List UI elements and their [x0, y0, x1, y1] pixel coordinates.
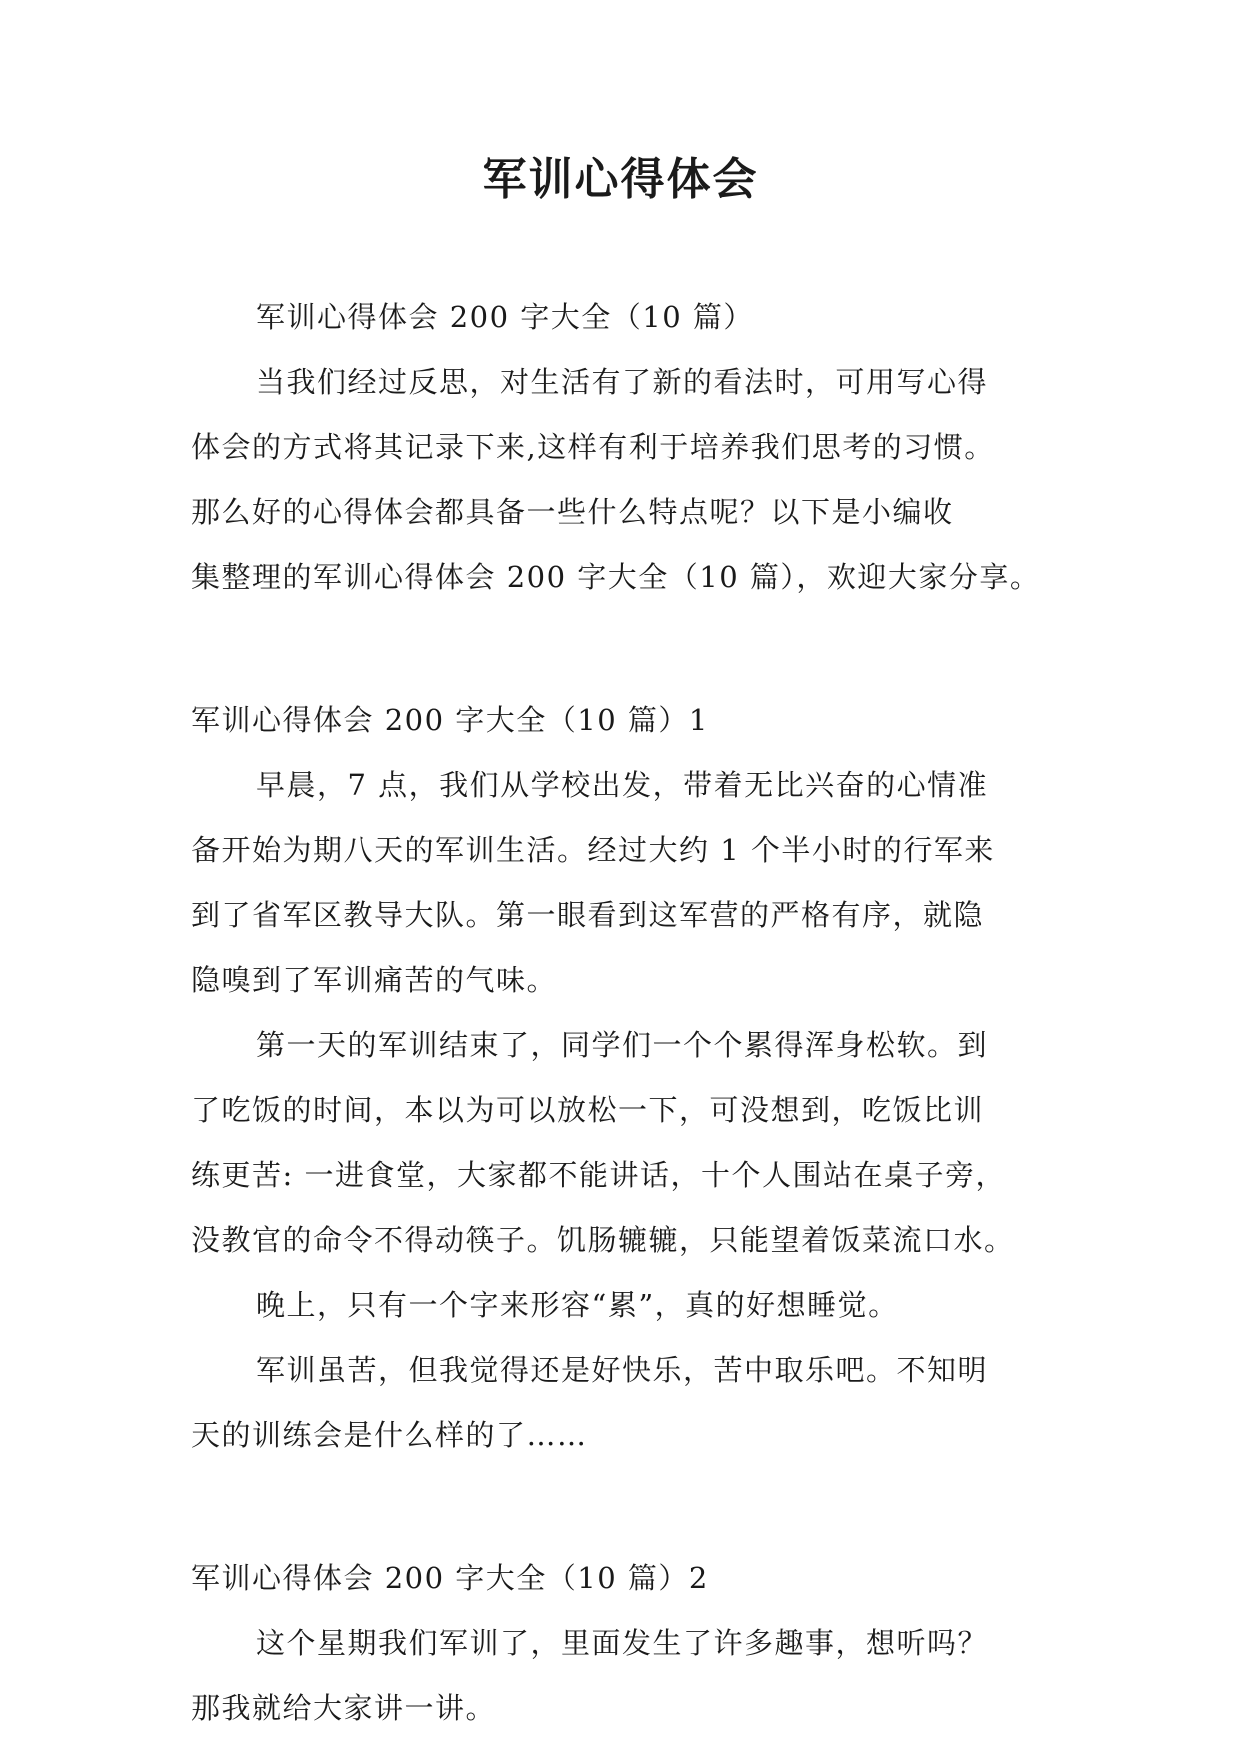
paragraph-line: 练更苦: 一进食堂，大家都不能讲话，十个人围站在桌子旁，	[191, 1158, 1006, 1192]
document-title: 军训心得体会	[482, 154, 759, 205]
paragraph-line: 那我就给大家讲一讲。	[191, 1691, 497, 1725]
paragraph-line: 那么好的心得体会都具备一些什么特点呢？以下是小编收	[191, 495, 954, 529]
section-spacer	[191, 610, 1071, 688]
paragraph-line: 早晨，7 点，我们从学校出发，带着无比兴奋的心情准	[256, 768, 989, 802]
paragraph-line: 第一天的军训结束了，同学们一个个累得浑身松软。到	[256, 1028, 989, 1062]
paragraph-line: 备开始为期八天的军训生活。经过大约 1 个半小时的行军来	[191, 833, 995, 867]
section-spacer	[191, 1468, 1071, 1546]
paragraph-line: 当我们经过反思，对生活有了新的看法时，可用写心得	[256, 365, 989, 399]
section1-paragraph-4	[191, 1338, 1071, 1468]
paragraph-line: 这个星期我们军训了，里面发生了许多趣事，想听吗？	[256, 1626, 989, 1660]
document-body	[191, 285, 1071, 1741]
section-heading: 军训心得体会 200 字大全（10 篇）1	[191, 703, 709, 737]
paragraph-line: 没教官的命令不得动筷子。饥肠辘辘，只能望着饭菜流口水。	[191, 1223, 1015, 1257]
paragraph-line: 天的训练会是什么样的了……	[191, 1418, 588, 1452]
intro-paragraph	[191, 350, 1071, 610]
paragraph-line: 了吃饭的时间，本以为可以放松一下，可没想到，吃饭比训	[191, 1093, 985, 1127]
section1-paragraph-2	[191, 1013, 1071, 1273]
paragraph-line: 军训虽苦，但我觉得还是好快乐，苦中取乐吧。不知明	[256, 1353, 989, 1387]
paragraph-line: 集整理的军训心得体会 200 字大全（10 篇），欢迎大家分享。	[191, 560, 1041, 594]
section2-paragraph-1	[191, 1611, 1071, 1741]
paragraph-line: 隐嗅到了军训痛苦的气味。	[191, 963, 558, 997]
intro-subtitle: 军训心得体会 200 字大全（10 篇）	[256, 300, 754, 334]
paragraph-line: 晚上，只有一个字来形容“累”，真的好想睡觉。	[256, 1288, 899, 1322]
paragraph-line: 体会的方式将其记录下来,这样有利于培养我们思考的习惯。	[191, 430, 995, 464]
section1-paragraph-1	[191, 753, 1071, 1013]
paragraph-line: 到了省军区教导大队。第一眼看到这军营的严格有序，就隐	[191, 898, 985, 932]
section-heading: 军训心得体会 200 字大全（10 篇）2	[191, 1561, 709, 1595]
section1-paragraph-3	[191, 1273, 1071, 1338]
